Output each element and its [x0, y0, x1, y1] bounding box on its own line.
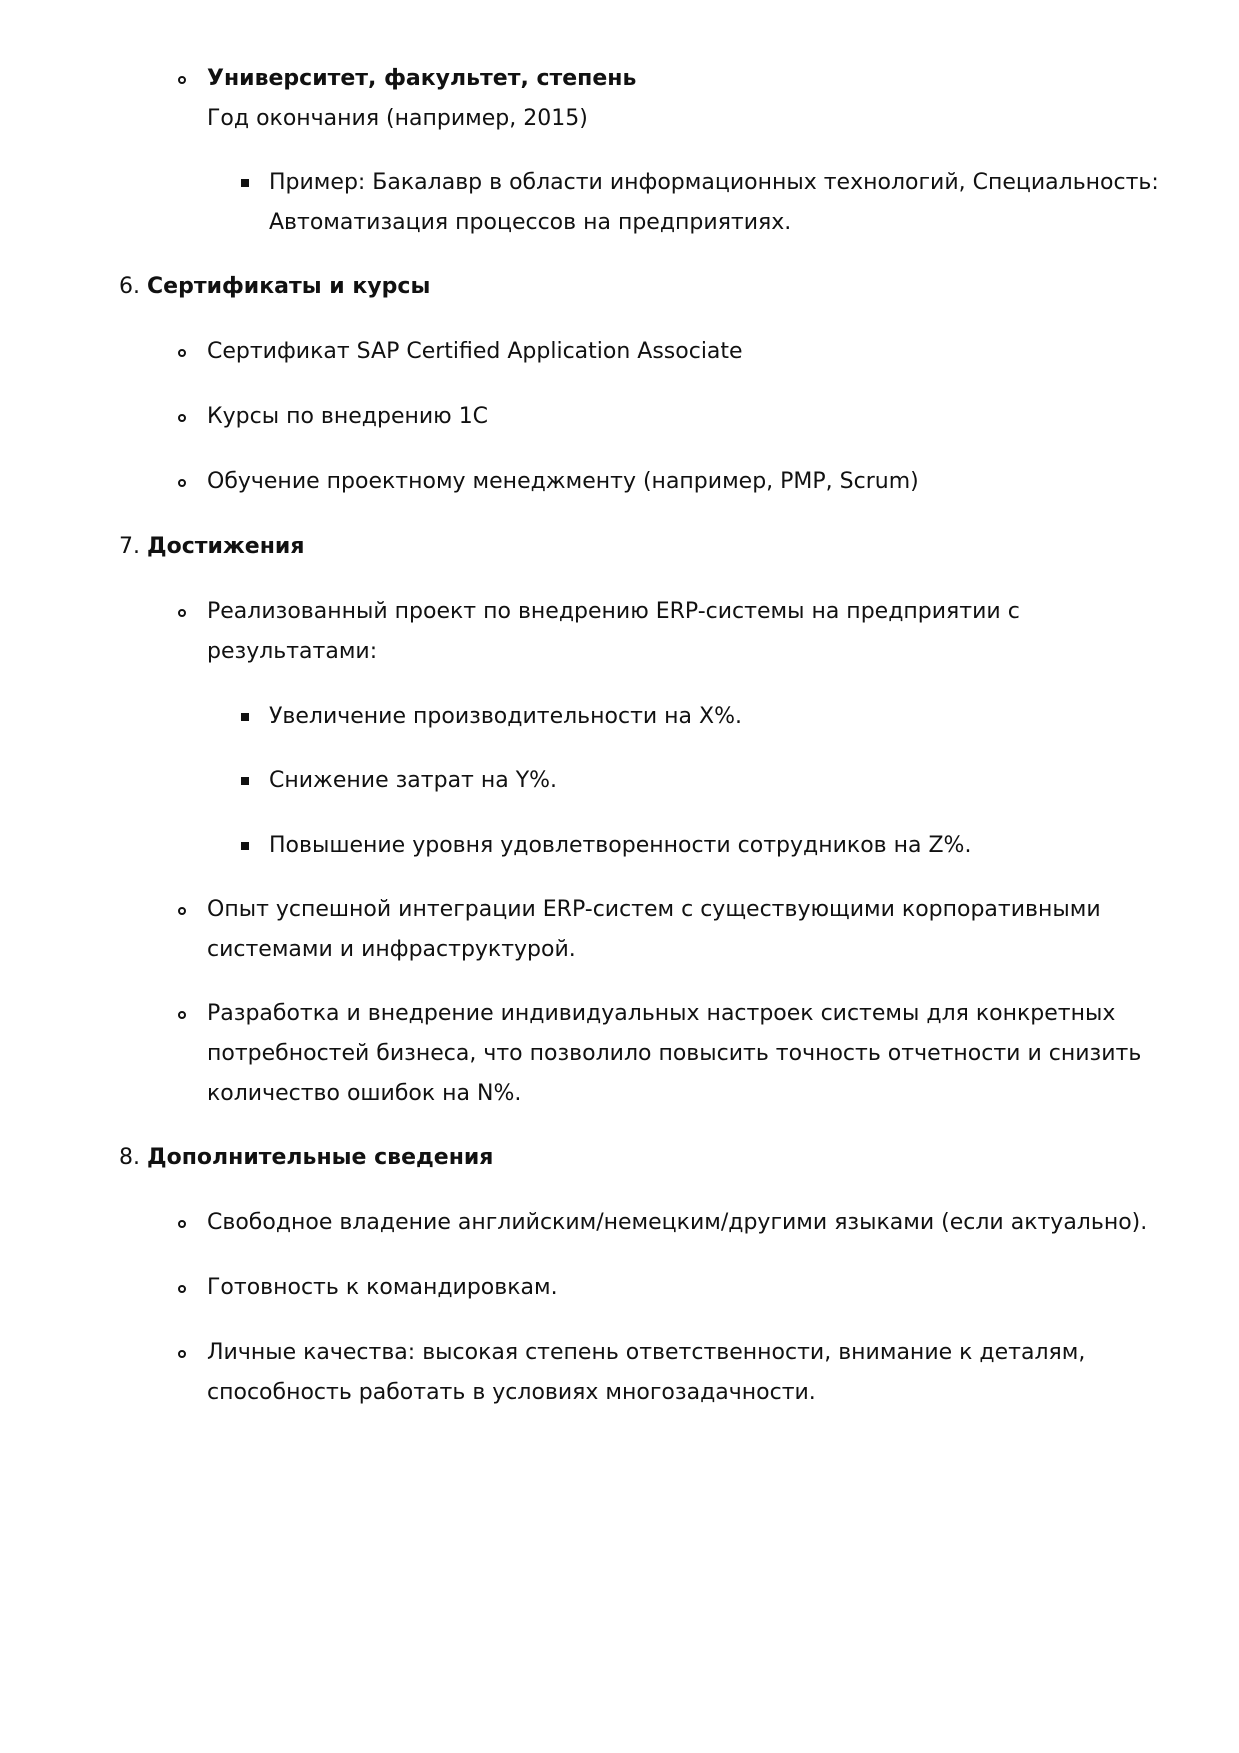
circle-bullet-icon [178, 414, 186, 422]
achievement-1-line-2: результатами: [207, 639, 378, 664]
section-number: 6. [119, 274, 140, 299]
square-bullet-icon [241, 179, 249, 187]
circle-bullet-icon [178, 1350, 186, 1358]
list-item: Курсы по внедрению 1С [207, 404, 489, 429]
circle-bullet-icon [178, 1220, 186, 1228]
education-example-line-1: Пример: Бакалавр в области информационных технологий, Специальность: [269, 170, 1159, 195]
circle-bullet-icon [178, 76, 186, 84]
achievement-2-line-2: системами и инфраструктурой. [207, 937, 576, 962]
personal-qualities-line-1: Личные качества: высокая степень ответственности, внимание к деталям, [207, 1340, 1086, 1365]
section-title: Дополнительные сведения [147, 1145, 494, 1170]
square-bullet-icon [241, 842, 249, 850]
section-number: 7. [119, 534, 140, 559]
achievement-3-line-2: потребностей бизнеса, что позволило повысить точность отчетности и снизить [207, 1041, 1142, 1066]
circle-bullet-icon [178, 479, 186, 487]
section-number: 8. [119, 1145, 140, 1170]
education-example-line-2: Автоматизация процессов на предприятиях. [269, 210, 792, 235]
square-bullet-icon [241, 713, 249, 721]
list-item: Готовность к командировкам. [207, 1275, 558, 1300]
section-6-heading [119, 272, 430, 302]
list-item: Снижение затрат на Y%. [269, 768, 558, 793]
section-title: Достижения [147, 534, 305, 559]
section-8-heading [119, 1143, 493, 1173]
achievement-3-line-3: количество ошибок на N%. [207, 1081, 522, 1106]
circle-bullet-icon [178, 1011, 186, 1019]
list-item: Повышение уровня удовлетворенности сотрудников на Z%. [269, 833, 972, 858]
section-title: Сертификаты и курсы [147, 274, 431, 299]
square-bullet-icon [241, 777, 249, 785]
education-heading: Университет, факультет, степень [207, 66, 637, 91]
circle-bullet-icon [178, 1285, 186, 1293]
list-item: Обучение проектному менеджменту (например, PMP, Scrum) [207, 469, 919, 494]
circle-bullet-icon [178, 907, 186, 915]
personal-qualities-line-2: способность работать в условиях многозадачности. [207, 1380, 816, 1405]
education-year: Год окончания (например, 2015) [207, 106, 588, 131]
list-item: Сертификат SAP Certified Application Associate [207, 339, 743, 364]
circle-bullet-icon [178, 349, 186, 357]
list-item: Свободное владение английским/немецким/другими языками (если актуально). [207, 1210, 1148, 1235]
list-item: Увеличение производительности на X%. [269, 704, 742, 729]
achievement-3-line-1: Разработка и внедрение индивидуальных настроек системы для конкретных [207, 1001, 1116, 1026]
section-7-heading [119, 532, 304, 562]
achievement-1-line-1: Реализованный проект по внедрению ERP-системы на предприятии с [207, 599, 1020, 624]
circle-bullet-icon [178, 609, 186, 617]
achievement-2-line-1: Опыт успешной интеграции ERP-систем с существующими корпоративными [207, 897, 1101, 922]
